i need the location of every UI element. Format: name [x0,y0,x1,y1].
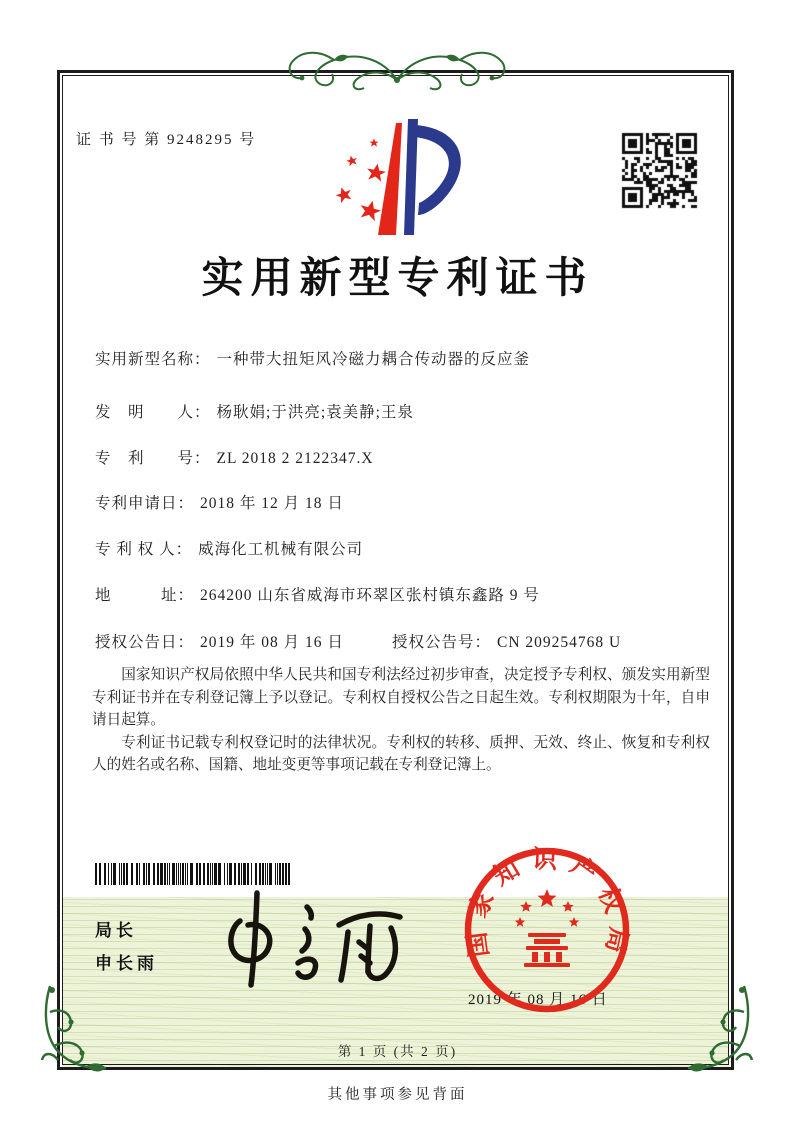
signer-name: 申长雨 [95,954,158,973]
seal-national-emblem [515,889,579,967]
field-patentee [95,537,363,559]
logo-stars [334,139,387,222]
legal-paragraph-2: 专利证书记载专利权登记时的法律状况。专利权的转移、质押、无效、终止、恢复和专利权人的姓名或名称、国籍、地址变更等事项记载在专利登记簿上。 [92,734,710,774]
logo-red-wedge [378,123,402,235]
field-label: 实用新型名称： [95,351,211,368]
field-value: ZL 2018 2 2122347.X [216,450,374,467]
field-value: 威海化工机械有限公司 [198,541,364,558]
signer-title: 局长 [95,921,137,940]
field-grant-date [95,630,622,652]
field-label: 专 利 权 人： [95,541,193,558]
field-inventors [95,400,414,422]
field-label: 授权公告日： [95,634,195,651]
field-value: 杨耿娟;于洪亮;袁美静;王泉 [216,404,414,421]
field-address [95,583,540,605]
qr-code [620,131,699,210]
barcode [95,863,291,885]
legal-paragraph-1: 国家知识产权局依照中华人民共和国专利法经过初步审查，决定授予专利权、颁发实用新型专利证书并在专利登记簿上予以登记。专利权自授权公告之日起生效。专利权期限为十年，自申请日起算。 [92,667,710,729]
page-number: 第 1 页 (共 2 页) [337,1044,458,1059]
back-side-note: 其他事项参见背面 [327,1087,468,1103]
field-label: 专利申请日： [95,495,195,512]
cnipa-logo [330,113,480,241]
field-value: 一种带大扭矩风冷磁力耦合传动器的反应釜 [216,351,531,368]
legal-text [92,664,710,777]
seal-date: 2019 年 08 月 16 日 [468,992,608,1008]
field-value: 2019 年 08 月 16 日 [200,634,344,651]
field-value: 2018 年 12 月 18 日 [200,495,344,512]
field-label: 专 利 号： [95,450,211,467]
field-value: 264200 山东省威海市环翠区张村镇东鑫路 9 号 [200,587,540,604]
field-label: 地 址： [95,587,195,604]
field-utility-model-name [95,347,530,369]
official-seal [462,845,632,1015]
field-filing-date [95,491,344,513]
field-label: 发 明 人： [95,404,211,421]
handwritten-signature [212,883,422,991]
field-grant-number [392,630,621,652]
field-value: CN 209254768 U [497,634,622,651]
field-label: 授权公告号： [392,634,492,651]
seal-text: 国家知识产权局 [462,846,632,966]
logo-blue-p [404,119,461,235]
certificate-title: 实用新型专利证书 [201,256,594,302]
certificate-number: 证 书 号 第 9248295 号 [76,132,257,148]
top-flourish-ornament [272,40,522,95]
field-patent-number [95,446,374,468]
